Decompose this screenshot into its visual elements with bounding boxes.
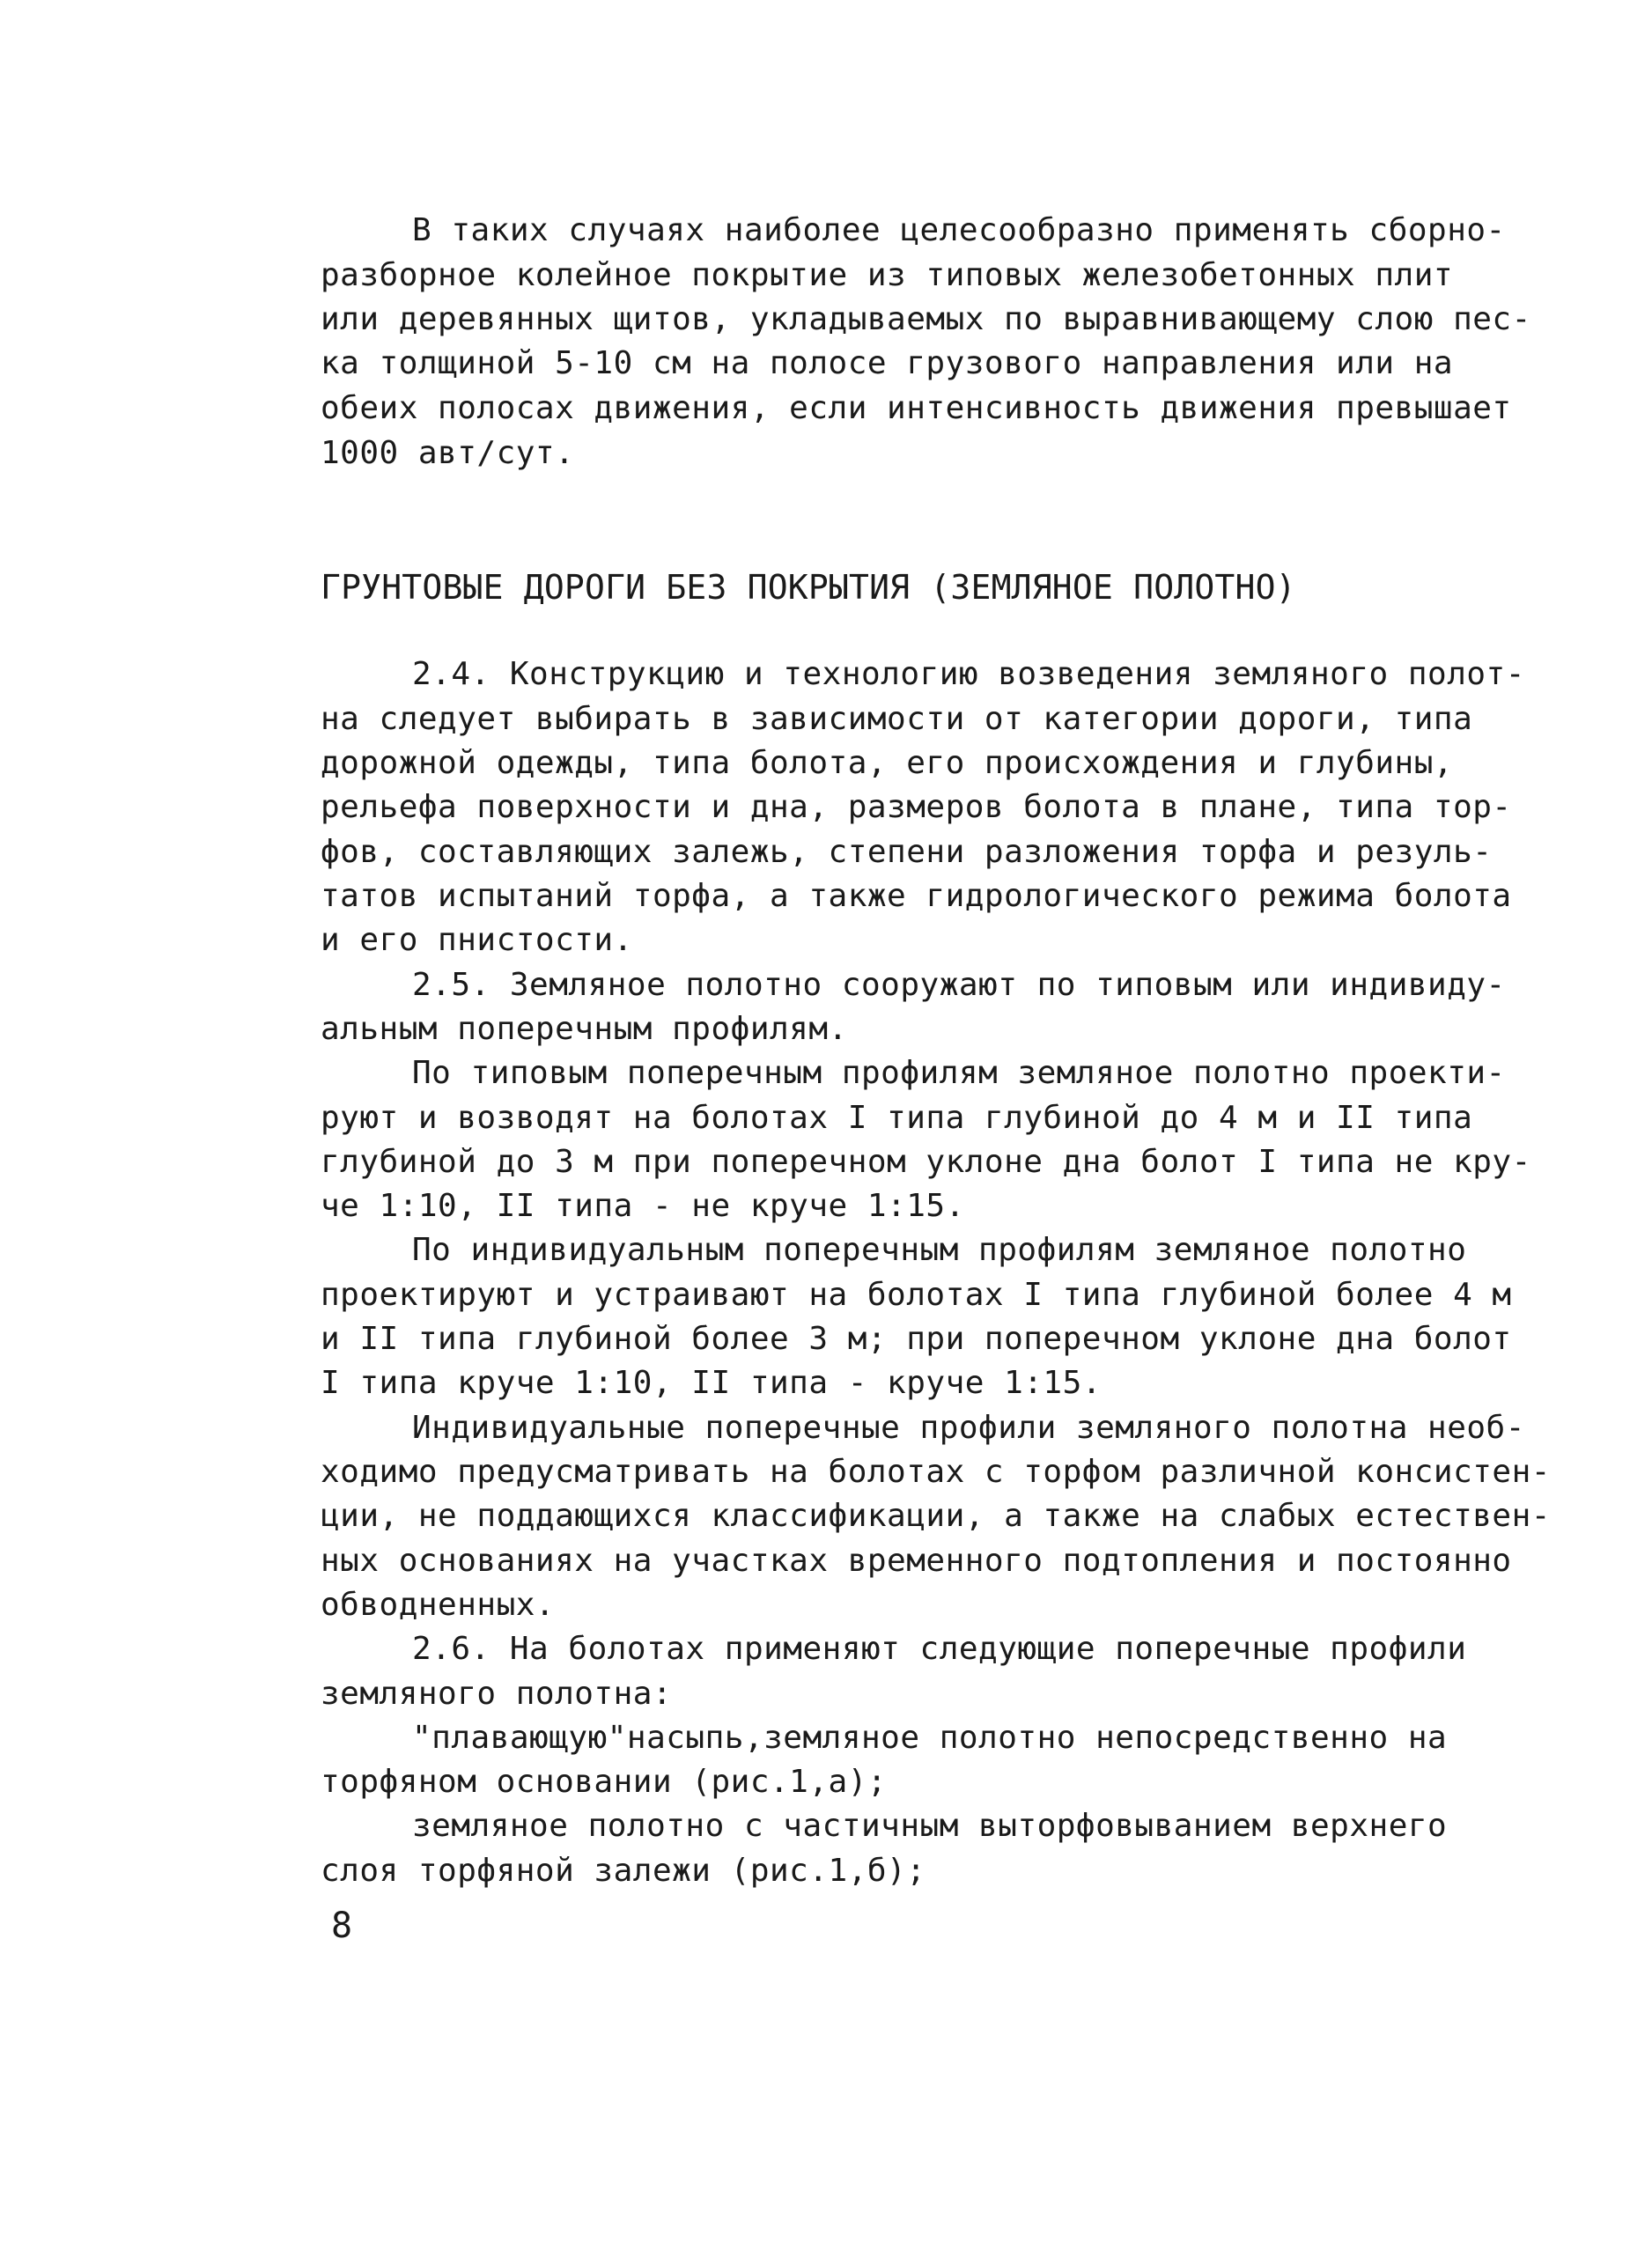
body-line: альным поперечным профилям. xyxy=(321,1011,848,1047)
body-line: По индивидуальным поперечным профилям земляное полотно xyxy=(412,1232,1467,1268)
body-line: проектируют и устраивают на болотах I типа глубиной более 4 м xyxy=(321,1277,1512,1313)
body-line: Индивидуальные поперечные профили земляного полотна необ- xyxy=(412,1410,1525,1446)
body-line: обводненных. xyxy=(321,1587,556,1623)
body-line: дорожной одежды, типа болота, его происхождения и глубины, xyxy=(321,745,1454,781)
body-line: земляное полотно с частичным выторфовыванием верхнего xyxy=(412,1808,1448,1844)
body-line: земляного полотна: xyxy=(321,1676,673,1712)
body-line: I типа круче 1:10, II типа - круче 1:15. xyxy=(321,1365,1102,1401)
page-number: 8 xyxy=(331,1906,353,1946)
intro-line: В таких случаях наиболее целесообразно применять сборно- xyxy=(412,212,1506,248)
body-line: фов, составляющих залежь, степени разложения торфа и резуль- xyxy=(321,834,1493,870)
body-line: глубиной до 3 м при поперечном уклоне дна болот I типа не кру- xyxy=(321,1144,1531,1180)
body-line: 2.6. На болотах применяют следующие поперечные профили xyxy=(412,1631,1467,1667)
intro-line: обеих полосах движения, если интенсивность движения превышает xyxy=(321,390,1512,426)
body-line: По типовым поперечным профилям земляное полотно проекти- xyxy=(412,1055,1506,1091)
body-line: ных основаниях на участках временного подтопления и постоянно xyxy=(321,1543,1512,1579)
body-line: 2.5. Земляное полотно сооружают по типовым или индивиду- xyxy=(412,967,1506,1003)
body-line: торфяном основании (рис.1,а); xyxy=(321,1764,888,1800)
body-line: татов испытаний торфа, а также гидрологического режима болота xyxy=(321,878,1512,914)
intro-line: или деревянных щитов, укладываемых по выравнивающему слою пес- xyxy=(321,301,1531,337)
body-line: руют и возводят на болотах I типа глубиной до 4 м и II типа xyxy=(321,1100,1473,1136)
intro-line: разборное колейное покрытие из типовых железобетонных плит xyxy=(321,257,1454,293)
body-line: рельефа поверхности и дна, размеров болота в плане, типа тор- xyxy=(321,789,1512,825)
body-line: "плавающую"насыпь,земляное полотно непосредственно на xyxy=(412,1720,1448,1756)
body-line: слоя торфяной залежи (рис.1,б); xyxy=(321,1853,926,1889)
body-line: 2.4. Конструкцию и технологию возведения земляного полот- xyxy=(412,656,1525,692)
body-line: че 1:10, II типа - не круче 1:15. xyxy=(321,1188,965,1224)
body-line: ходимо предусматривать на болотах с торфом различной консистен- xyxy=(321,1454,1551,1490)
body-line: ции, не поддающихся классификации, а также на слабых естествен- xyxy=(321,1498,1551,1534)
body-line: на следует выбирать в зависимости от категории дороги, типа xyxy=(321,701,1473,737)
body-line: и II типа глубиной более 3 м; при поперечном уклоне дна болот xyxy=(321,1321,1512,1357)
intro-line: 1000 авт/сут. xyxy=(321,435,575,471)
intro-line: ка толщиной 5-10 см на полосе грузового направления или на xyxy=(321,345,1454,381)
body-line: и его пнистости. xyxy=(321,922,633,958)
section-heading: ГРУНТОВЫЕ ДОРОГИ БЕЗ ПОКРЫТИЯ (ЗЕМЛЯНОЕ ПОЛОТНО) xyxy=(321,568,1296,607)
